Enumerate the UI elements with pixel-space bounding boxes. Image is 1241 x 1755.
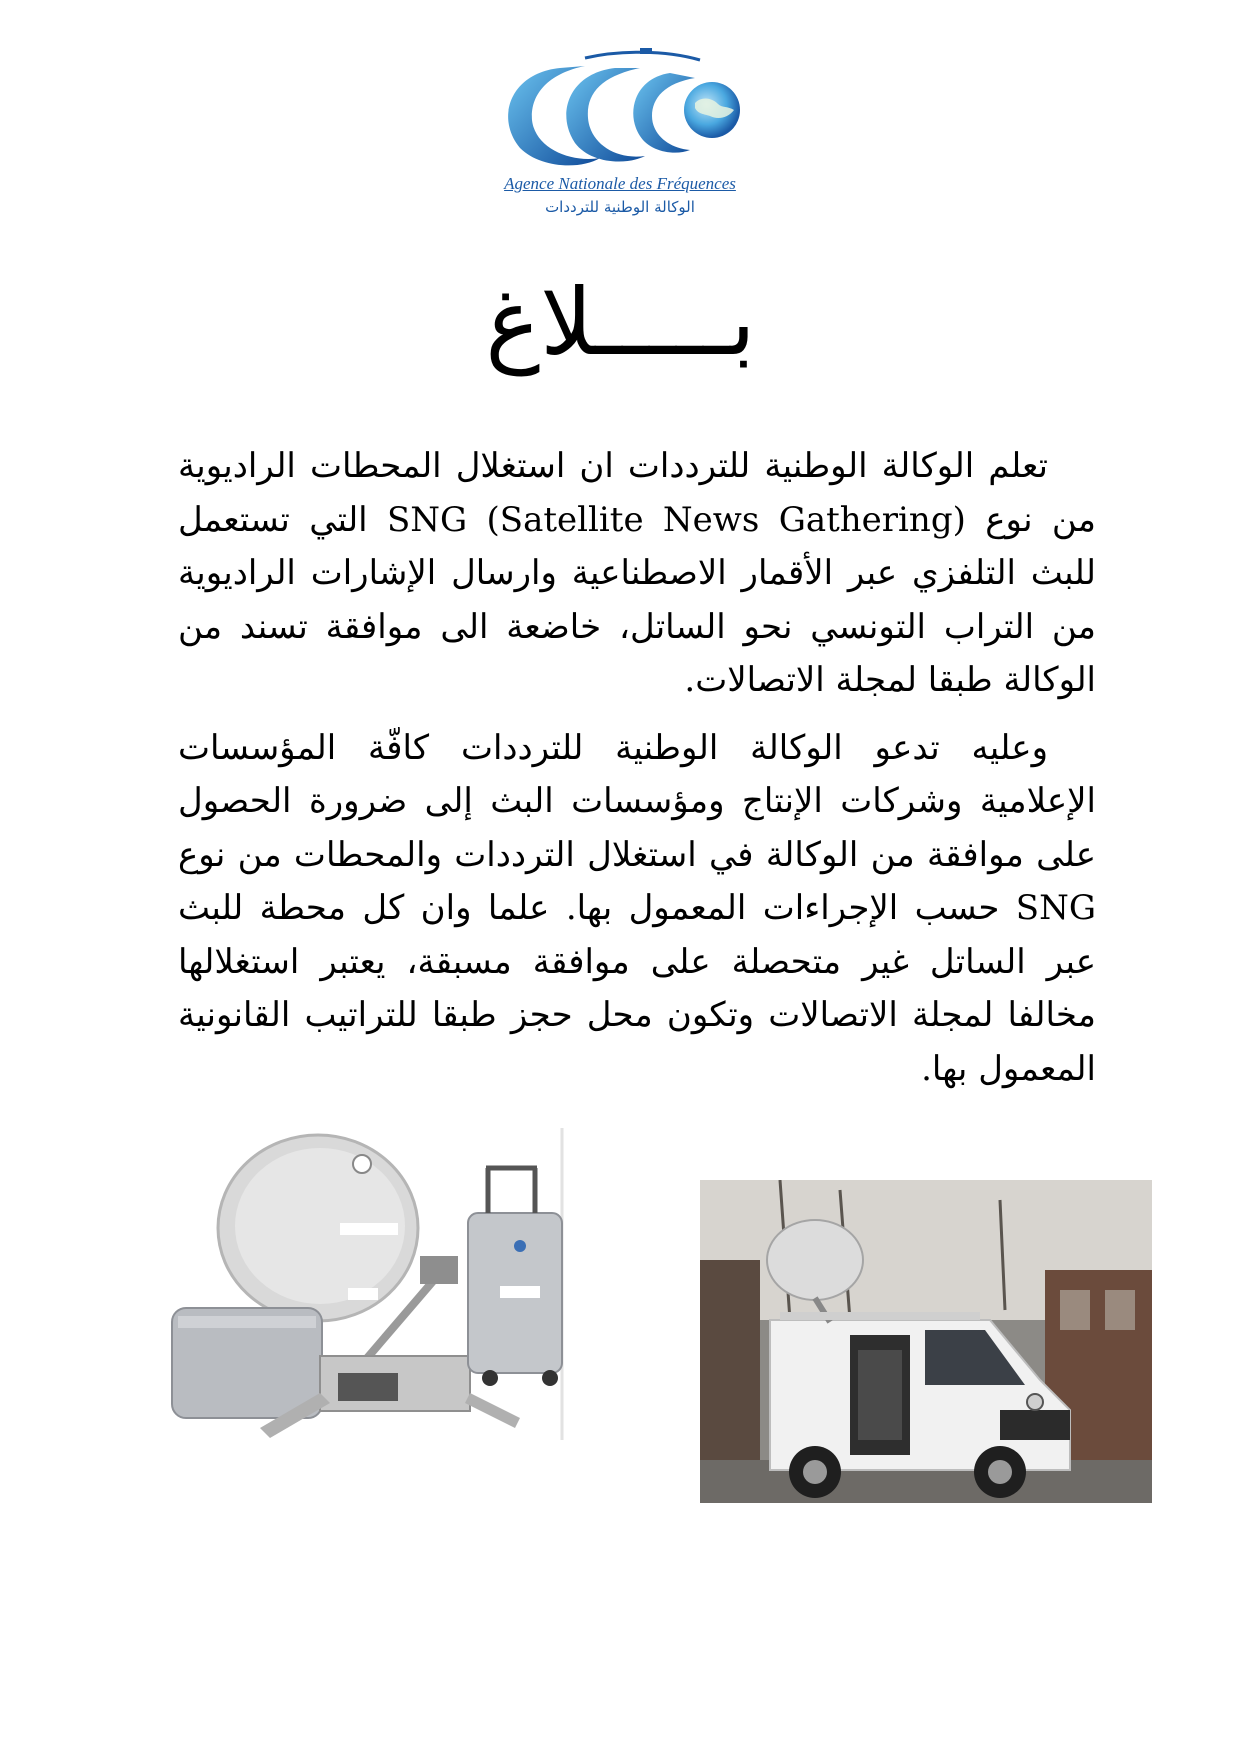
agency-logo <box>490 48 750 228</box>
satellite-news-van-icon <box>700 1180 1152 1503</box>
portable-satellite-dish-icon <box>170 1128 568 1440</box>
photo-sng-van <box>700 1180 1152 1503</box>
paragraph-1: تعلم الوكالة الوطنية للترددات ان استغلال المحطات الراديوية من نوع SNG (Satellite News Gathering) التي تستعمل للبث التلفزي عبر الأقمار الاصطناعية وارسال الإشارات الراديوية من التراب التونسي نحو الساتل، خاضعة الى موافقة تسند من الوكالة طبقا لمجلة الاتصالات. <box>178 446 1096 700</box>
logo-text-french: Agence Nationale des Fréquences <box>504 174 736 193</box>
logo-text-arabic: الوكالة الوطنية للترددات <box>545 198 695 216</box>
photo-portable-sng-dish <box>170 1128 568 1440</box>
agency-emblem-icon <box>490 48 750 188</box>
page-title: بـــــلاغ <box>485 269 756 376</box>
paragraph-2: وعليه تدعو الوكالة الوطنية للترددات كافّة المؤسسات الإعلامية وشركات الإنتاج ومؤسسات البث إلى ضرورة الحصول على موافقة من الوكالة في استغلال الترددات والمحطات من نوع SNG حسب الإجراءات المعمول بها. علما وان كل محطة للبث عبر الساتل غير متحصلة على موافقة مسبقة، يعتبر استغلالها مخالفا لمجلة الاتصالات وتكون محل حجز طبقا للتراتيب القانونية المعمول بها. <box>178 727 1096 1089</box>
communique-body <box>178 440 1096 1110</box>
